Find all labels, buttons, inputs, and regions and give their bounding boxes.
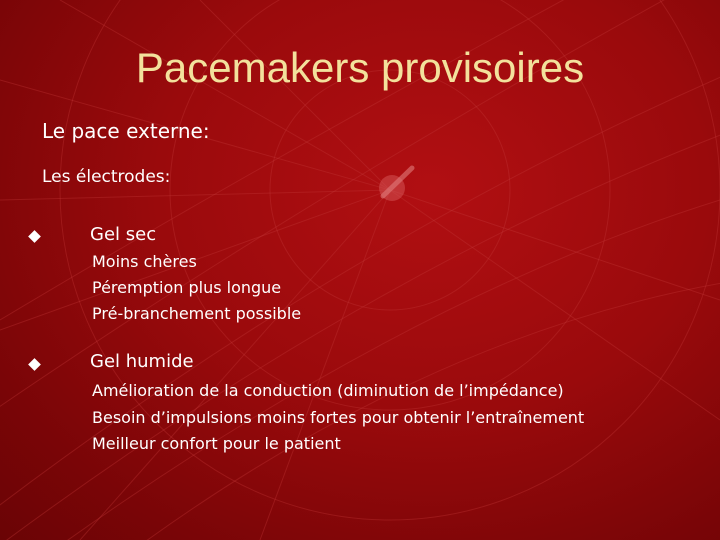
list-item: Amélioration de la conduction (diminution de l’impédance): [92, 381, 564, 400]
bullet-label-gel-humide: Gel humide: [90, 351, 194, 372]
slide-title: Pacemakers provisoires: [135, 44, 585, 91]
list-item: Péremption plus longue: [92, 278, 282, 297]
bullet-label-gel-sec: Gel sec: [90, 224, 157, 245]
list-item: Moins chères: [92, 252, 197, 271]
list-item: Besoin d’impulsions moins fortes pour obtenir l’entraînement: [92, 408, 585, 427]
section-heading: Le pace externe:: [42, 119, 210, 143]
list-item: Pré-branchement possible: [92, 304, 302, 323]
subsection-heading: Les électrodes:: [42, 167, 171, 187]
list-item: Meilleur confort pour le patient: [92, 434, 341, 453]
